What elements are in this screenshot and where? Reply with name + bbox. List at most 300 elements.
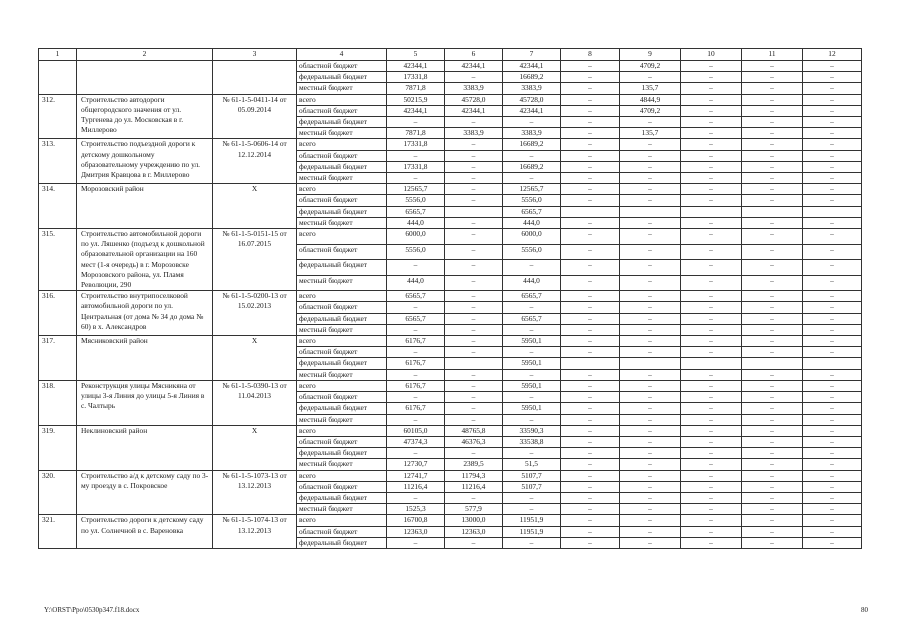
budget-value: – — [803, 291, 862, 302]
budget-value: – — [561, 83, 620, 94]
budget-value: 6565,7 — [387, 313, 445, 324]
budget-value: – — [620, 184, 681, 195]
budget-value: 42344,1 — [503, 61, 561, 72]
budget-value: – — [803, 448, 862, 459]
budget-value: – — [387, 117, 445, 128]
budget-value: 6565,7 — [387, 206, 445, 217]
budget-value: – — [803, 492, 862, 503]
budget-value: 444,0 — [503, 275, 561, 291]
budget-value: 5556,0 — [503, 244, 561, 260]
budget-value: – — [445, 195, 503, 206]
budget-value: – — [803, 470, 862, 481]
entry-permit: № 61-1-5-0390-13 от 11.04.2013 — [213, 380, 297, 425]
budget-value: – — [803, 347, 862, 358]
budget-value: – — [803, 229, 862, 245]
budget-value: – — [681, 128, 742, 139]
budget-value: 42344,1 — [503, 105, 561, 116]
budget-value: – — [503, 537, 561, 548]
budget-value: – — [681, 217, 742, 228]
budget-value: – — [561, 425, 620, 436]
budget-value: 3383,9 — [503, 128, 561, 139]
budget-value: – — [445, 291, 503, 302]
budget-value: – — [561, 392, 620, 403]
budget-value: – — [681, 369, 742, 380]
budget-value: – — [803, 324, 862, 335]
budget-value — [742, 206, 803, 217]
budget-value: – — [742, 492, 803, 503]
budget-value: 42344,1 — [387, 61, 445, 72]
budget-source-label: всего — [297, 336, 387, 347]
budget-value: – — [742, 380, 803, 391]
budget-value: 6565,7 — [503, 313, 561, 324]
budget-value: – — [561, 448, 620, 459]
budget-value: – — [620, 291, 681, 302]
budget-value: 16689,2 — [503, 72, 561, 83]
budget-value: 3383,9 — [445, 83, 503, 94]
budget-value: – — [742, 515, 803, 526]
budget-value: 7871,8 — [387, 83, 445, 94]
budget-value: – — [561, 291, 620, 302]
budget-value: – — [561, 515, 620, 526]
entry-doc-cell — [213, 61, 297, 95]
budget-value: – — [681, 105, 742, 116]
table-row — [39, 139, 862, 150]
entry-name: Реконструкция улицы Мясникяна от улицы 3-я Линия до улицы 5-я Линия в с. Чалтырь — [77, 380, 213, 425]
budget-value: – — [742, 504, 803, 515]
budget-value: – — [681, 117, 742, 128]
column-number-4: 4 — [297, 49, 387, 61]
budget-value: 16689,2 — [503, 161, 561, 172]
budget-value: 50215,9 — [387, 94, 445, 105]
budget-value: – — [620, 139, 681, 150]
budget-value: – — [387, 392, 445, 403]
budget-value: – — [561, 195, 620, 206]
budget-value: – — [681, 275, 742, 291]
budget-source-label: местный бюджет — [297, 275, 387, 291]
column-number-3: 3 — [213, 49, 297, 61]
budget-value: 4709,2 — [620, 61, 681, 72]
budget-value: – — [445, 537, 503, 548]
budget-value: – — [620, 515, 681, 526]
budget-value: 47374,3 — [387, 436, 445, 447]
budget-value: 12565,7 — [387, 184, 445, 195]
budget-value: 444,0 — [387, 217, 445, 228]
budget-value: – — [561, 302, 620, 313]
column-number-12: 12 — [803, 49, 862, 61]
table-row — [39, 184, 862, 195]
budget-value: – — [742, 195, 803, 206]
budget-value: – — [681, 492, 742, 503]
budget-value: – — [445, 244, 503, 260]
budget-source-label: всего — [297, 291, 387, 302]
budget-value: – — [445, 414, 503, 425]
entry-permit: № 61-1-5-0200-13 от 15.02.2013 — [213, 291, 297, 336]
budget-value: – — [681, 229, 742, 245]
budget-value: – — [503, 492, 561, 503]
budget-value: – — [445, 403, 503, 414]
budget-value: – — [503, 302, 561, 313]
budget-source-label: местный бюджет — [297, 217, 387, 228]
budget-value: 4844,9 — [620, 94, 681, 105]
budget-value: – — [742, 436, 803, 447]
budget-value: 12363,0 — [387, 526, 445, 537]
entry-permit: X — [213, 336, 297, 381]
budget-value: 12363,0 — [445, 526, 503, 537]
budget-value: – — [742, 425, 803, 436]
budget-value: 577,9 — [445, 504, 503, 515]
budget-value: – — [803, 369, 862, 380]
budget-value: – — [681, 72, 742, 83]
budget-value: 6176,7 — [387, 336, 445, 347]
entry-name: Строительство а/д к детскому саду по 3-му проезду в с. Покровское — [77, 470, 213, 515]
budget-value: – — [681, 161, 742, 172]
budget-value: – — [387, 492, 445, 503]
budget-source-label: федеральный бюджет — [297, 117, 387, 128]
table-row — [39, 94, 862, 105]
budget-value: – — [561, 275, 620, 291]
budget-value: – — [561, 161, 620, 172]
budget-value: – — [561, 105, 620, 116]
budget-source-label: всего — [297, 94, 387, 105]
budget-value: – — [561, 537, 620, 548]
entry-name: Мясниковский район — [77, 336, 213, 381]
entry-number: 314. — [39, 184, 77, 229]
table-row — [39, 425, 862, 436]
column-number-11: 11 — [742, 49, 803, 61]
budget-source-label: федеральный бюджет — [297, 206, 387, 217]
budget-value: – — [681, 515, 742, 526]
budget-value: – — [503, 369, 561, 380]
budget-source-label: местный бюджет — [297, 324, 387, 335]
budget-value: – — [681, 324, 742, 335]
table-row — [39, 291, 862, 302]
budget-value: – — [803, 302, 862, 313]
entry-name: Строительство автомобильной дороги по ул. Ляшенко (подъезд к дошкольной образовательной организации на 160 мест (1-я очередь) в г. Морозовске Морозовского района, ул. Пламя Революции, 290 — [77, 229, 213, 291]
budget-value: – — [445, 336, 503, 347]
budget-table — [38, 48, 862, 549]
budget-value: – — [561, 184, 620, 195]
budget-value: – — [445, 173, 503, 184]
budget-value: – — [742, 403, 803, 414]
budget-value: – — [803, 515, 862, 526]
budget-value — [803, 358, 862, 369]
budget-source-label: федеральный бюджет — [297, 260, 387, 276]
budget-value: 5950,1 — [503, 358, 561, 369]
entry-permit: № 61-1-5-0151-15 от 16.07.2015 — [213, 229, 297, 291]
budget-value: – — [742, 414, 803, 425]
budget-value: – — [681, 139, 742, 150]
budget-value: – — [503, 448, 561, 459]
entry-number: 319. — [39, 425, 77, 470]
budget-value: – — [561, 504, 620, 515]
budget-value: – — [742, 470, 803, 481]
budget-value — [803, 206, 862, 217]
budget-value: – — [742, 83, 803, 94]
budget-value: – — [445, 380, 503, 391]
budget-value: – — [561, 414, 620, 425]
budget-source-label: местный бюджет — [297, 459, 387, 470]
budget-value: – — [803, 173, 862, 184]
budget-value: 46376,3 — [445, 436, 503, 447]
budget-value: – — [445, 275, 503, 291]
budget-source-label: всего — [297, 425, 387, 436]
budget-value: – — [445, 217, 503, 228]
budget-value: – — [742, 336, 803, 347]
budget-value: 45728,0 — [445, 94, 503, 105]
budget-value: – — [681, 313, 742, 324]
budget-value: 48765,8 — [445, 425, 503, 436]
budget-value: – — [803, 105, 862, 116]
budget-value: 5107,7 — [503, 481, 561, 492]
budget-value: 2389,5 — [445, 459, 503, 470]
column-number-1: 1 — [39, 49, 77, 61]
budget-value: 5107,7 — [503, 470, 561, 481]
budget-value: – — [561, 313, 620, 324]
budget-value: – — [803, 504, 862, 515]
budget-value: – — [620, 336, 681, 347]
budget-value: – — [620, 492, 681, 503]
budget-value: – — [803, 61, 862, 72]
budget-value — [561, 206, 620, 217]
entry-permit: № 61-1-5-0606-14 от 12.12.2014 — [213, 139, 297, 184]
budget-value: – — [681, 403, 742, 414]
budget-value: – — [445, 139, 503, 150]
budget-value: – — [681, 526, 742, 537]
budget-value: – — [681, 291, 742, 302]
budget-source-label: всего — [297, 515, 387, 526]
budget-value: – — [445, 184, 503, 195]
budget-value: – — [681, 414, 742, 425]
budget-value: 4709,2 — [620, 105, 681, 116]
budget-value — [681, 358, 742, 369]
entry-number: 313. — [39, 139, 77, 184]
budget-value: 7871,8 — [387, 128, 445, 139]
budget-value: 16700,8 — [387, 515, 445, 526]
column-number-10: 10 — [681, 49, 742, 61]
budget-source-label: областной бюджет — [297, 105, 387, 116]
budget-value: – — [742, 537, 803, 548]
budget-value: – — [561, 492, 620, 503]
budget-value: – — [681, 459, 742, 470]
continuation-row — [39, 61, 862, 72]
budget-source-label: областной бюджет — [297, 244, 387, 260]
budget-value: – — [561, 217, 620, 228]
budget-value: 17331,8 — [387, 161, 445, 172]
budget-value: – — [803, 392, 862, 403]
entry-name: Строительство внутрипоселковой автомобильной дороги по ул. Центральная (от дома № 34 до дома № 60) в х. Александров — [77, 291, 213, 336]
budget-source-label: областной бюджет — [297, 481, 387, 492]
budget-value: – — [681, 244, 742, 260]
budget-value: 11951,9 — [503, 526, 561, 537]
budget-value: 45728,0 — [503, 94, 561, 105]
entry-name-cell — [77, 61, 213, 95]
budget-value: 11216,4 — [445, 481, 503, 492]
budget-value: – — [681, 61, 742, 72]
budget-value: – — [561, 72, 620, 83]
budget-value: 6176,7 — [387, 358, 445, 369]
budget-value: – — [620, 380, 681, 391]
budget-value: – — [742, 459, 803, 470]
budget-value: 6000,0 — [503, 229, 561, 245]
budget-value: – — [387, 448, 445, 459]
budget-value: 444,0 — [387, 275, 445, 291]
budget-value: – — [742, 94, 803, 105]
budget-value: – — [387, 537, 445, 548]
budget-value: – — [620, 403, 681, 414]
budget-value: – — [803, 150, 862, 161]
budget-value: – — [387, 414, 445, 425]
budget-value: – — [742, 161, 803, 172]
budget-value: – — [387, 302, 445, 313]
budget-value: – — [620, 347, 681, 358]
budget-value: – — [561, 436, 620, 447]
budget-source-label: областной бюджет — [297, 302, 387, 313]
budget-value: 5950,1 — [503, 336, 561, 347]
budget-source-label: федеральный бюджет — [297, 403, 387, 414]
budget-value: – — [561, 336, 620, 347]
budget-table-page — [38, 48, 861, 549]
entry-number: 312. — [39, 94, 77, 139]
budget-value — [561, 358, 620, 369]
budget-value: – — [387, 324, 445, 335]
budget-value: – — [445, 161, 503, 172]
budget-value: – — [445, 72, 503, 83]
budget-value — [445, 358, 503, 369]
budget-value: – — [803, 336, 862, 347]
entry-name: Неклиновский район — [77, 425, 213, 470]
budget-value — [620, 206, 681, 217]
budget-source-label: федеральный бюджет — [297, 161, 387, 172]
budget-value: – — [742, 302, 803, 313]
budget-value: – — [561, 94, 620, 105]
budget-value: – — [620, 244, 681, 260]
budget-value: – — [503, 504, 561, 515]
budget-value: – — [387, 260, 445, 276]
budget-value: – — [620, 117, 681, 128]
budget-value: – — [387, 347, 445, 358]
budget-value: – — [681, 260, 742, 276]
budget-source-label: местный бюджет — [297, 173, 387, 184]
budget-value: – — [561, 324, 620, 335]
budget-value: – — [620, 195, 681, 206]
budget-value: – — [620, 392, 681, 403]
budget-value: – — [681, 380, 742, 391]
budget-value: 6565,7 — [503, 206, 561, 217]
budget-value: – — [742, 173, 803, 184]
budget-source-label: федеральный бюджет — [297, 492, 387, 503]
budget-value: – — [445, 117, 503, 128]
budget-value: 60105,0 — [387, 425, 445, 436]
budget-value: – — [742, 150, 803, 161]
budget-value: – — [681, 347, 742, 358]
entry-name: Строительство дороги к детскому саду по ул. Солнечной в с. Вареновка — [77, 515, 213, 549]
budget-value: – — [742, 105, 803, 116]
budget-value: – — [561, 459, 620, 470]
column-number-8: 8 — [561, 49, 620, 61]
budget-value: – — [742, 369, 803, 380]
budget-value: – — [742, 481, 803, 492]
budget-value: – — [742, 448, 803, 459]
budget-value: – — [620, 448, 681, 459]
column-number-9: 9 — [620, 49, 681, 61]
budget-value: – — [387, 150, 445, 161]
budget-value: 3383,9 — [445, 128, 503, 139]
budget-source-label: областной бюджет — [297, 392, 387, 403]
budget-value: – — [503, 324, 561, 335]
budget-value — [681, 206, 742, 217]
budget-value: – — [620, 275, 681, 291]
budget-value: – — [803, 403, 862, 414]
budget-source-label: областной бюджет — [297, 61, 387, 72]
budget-value: 6000,0 — [387, 229, 445, 245]
budget-value: – — [681, 94, 742, 105]
budget-value: – — [620, 436, 681, 447]
budget-value: – — [803, 244, 862, 260]
budget-value: 6176,7 — [387, 380, 445, 391]
budget-source-label: областной бюджет — [297, 347, 387, 358]
budget-value: 3383,9 — [503, 83, 561, 94]
entry-number: 320. — [39, 470, 77, 515]
budget-value: – — [445, 324, 503, 335]
budget-value: 135,7 — [620, 128, 681, 139]
budget-value: – — [503, 117, 561, 128]
entry-number: 317. — [39, 336, 77, 381]
budget-value: – — [620, 459, 681, 470]
budget-value: 17331,8 — [387, 72, 445, 83]
budget-value: – — [620, 260, 681, 276]
budget-value: – — [620, 369, 681, 380]
budget-value: – — [620, 526, 681, 537]
budget-value: – — [742, 526, 803, 537]
budget-value: – — [561, 244, 620, 260]
budget-value: 5556,0 — [387, 195, 445, 206]
budget-value: – — [742, 72, 803, 83]
budget-value: – — [803, 184, 862, 195]
budget-value: – — [445, 392, 503, 403]
budget-value: – — [620, 481, 681, 492]
budget-value: – — [445, 150, 503, 161]
budget-value: 51,5 — [503, 459, 561, 470]
table-row — [39, 380, 862, 391]
entry-permit: № 61-1-5-1074-13 от 13.12.2013 — [213, 515, 297, 549]
budget-source-label: местный бюджет — [297, 83, 387, 94]
budget-source-label: федеральный бюджет — [297, 313, 387, 324]
budget-value: – — [620, 425, 681, 436]
column-number-7: 7 — [503, 49, 561, 61]
budget-value: – — [742, 260, 803, 276]
budget-value: – — [620, 324, 681, 335]
budget-source-label: всего — [297, 229, 387, 245]
table-row — [39, 470, 862, 481]
budget-source-label: областной бюджет — [297, 195, 387, 206]
budget-value: – — [742, 313, 803, 324]
budget-value: – — [445, 302, 503, 313]
budget-value: – — [620, 229, 681, 245]
budget-value: – — [561, 369, 620, 380]
budget-value: 42344,1 — [387, 105, 445, 116]
budget-value: – — [620, 302, 681, 313]
budget-value: – — [561, 139, 620, 150]
budget-value: – — [561, 260, 620, 276]
budget-value: 5556,0 — [387, 244, 445, 260]
budget-value: – — [803, 161, 862, 172]
budget-value: – — [681, 184, 742, 195]
budget-value: – — [742, 324, 803, 335]
budget-source-label: федеральный бюджет — [297, 448, 387, 459]
budget-value: – — [803, 425, 862, 436]
budget-value: – — [742, 275, 803, 291]
budget-value: – — [681, 436, 742, 447]
